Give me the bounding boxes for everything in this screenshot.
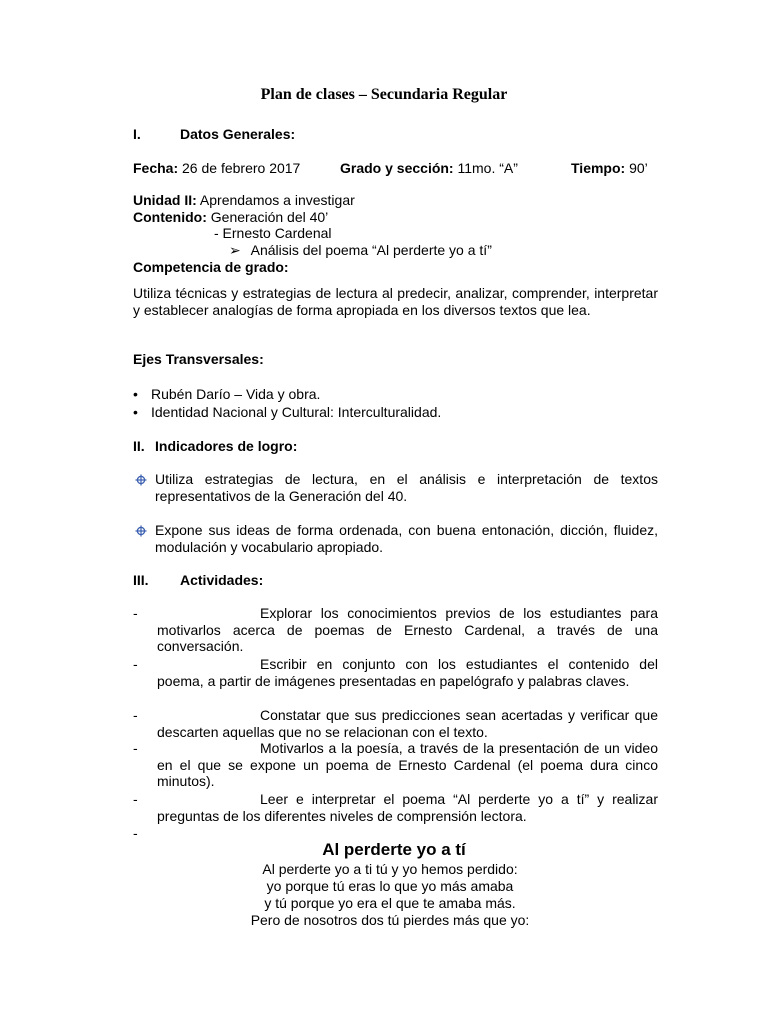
contenido-label: Contenido: bbox=[133, 209, 207, 225]
section-label: Indicadores de logro: bbox=[155, 438, 298, 454]
contenido-row bbox=[133, 209, 328, 226]
actividad-item bbox=[133, 605, 658, 655]
indicador-text: Expone sus ideas de forma ordenada, con buena entonación, dicción, fluidez, modulación y vocabulario apropiado. bbox=[155, 522, 658, 555]
grado-label: Grado y sección: bbox=[340, 160, 454, 176]
section-number: II. bbox=[133, 438, 145, 454]
actividad-text: Constatar que sus predicciones sean acertadas y verificar que descarten aquellas que no se relacionan con el texto. bbox=[157, 707, 658, 740]
actividad-text: Escribir en conjunto con los estudiantes el contenido del poema, a partir de imágenes presentadas en papelógrafo y palabras claves. bbox=[157, 656, 658, 689]
dash-bullet: - bbox=[133, 791, 138, 807]
competencia-label: Competencia de grado: bbox=[133, 259, 289, 275]
actividad-text: Motivarlos a la poesía, a través de la presentación de un video en el que se expone un poema de Ernesto Cardenal (el poema dura cinco minutos). bbox=[157, 740, 658, 789]
crosshair-bullet-icon bbox=[135, 474, 147, 486]
dash-bullet: - bbox=[133, 656, 138, 672]
dash-bullet: - bbox=[133, 740, 138, 756]
grado-value: 11mo. “A” bbox=[457, 160, 518, 176]
ejes-item-text: Rubén Darío – Vida y obra. bbox=[151, 386, 321, 402]
unidad-row bbox=[133, 192, 355, 209]
fecha-label: Fecha: bbox=[133, 160, 179, 176]
actividad-text: Leer e interpretar el poema “Al perderte yo a tí” y realizar preguntas de los diferentes niveles de comprensión lectora. bbox=[157, 791, 658, 824]
poem-body bbox=[0, 861, 768, 929]
tiempo-group bbox=[571, 160, 648, 177]
indicador-item bbox=[133, 471, 658, 505]
poem-line: Pero de nosotros dos tú pierdes más que yo: bbox=[250, 912, 530, 928]
section-number: III. bbox=[133, 572, 149, 588]
unidad-value: Aprendamos a investigar bbox=[199, 192, 355, 208]
section-label: Actividades: bbox=[180, 572, 264, 588]
actividad-item bbox=[133, 740, 658, 790]
section-label: Datos Generales: bbox=[180, 126, 296, 142]
crosshair-bullet-icon bbox=[135, 525, 147, 537]
poem-line: Al perderte yo a ti tú y yo hemos perdido: bbox=[262, 861, 518, 877]
contenido-value: Generación del 40’ bbox=[210, 209, 329, 225]
contenido-sub-author: - Ernesto Cardenal bbox=[214, 225, 332, 241]
actividad-item bbox=[133, 707, 658, 740]
ejes-label: Ejes Transversales: bbox=[133, 351, 264, 367]
section-heading-actividades bbox=[133, 572, 263, 589]
fecha-value: 26 de febrero 2017 bbox=[182, 160, 301, 176]
tiempo-label: Tiempo: bbox=[571, 160, 626, 176]
section-heading-general bbox=[133, 126, 295, 143]
indicador-text: Utiliza estrategias de lectura, en el análisis e interpretación de textos representativos de la Generación del 40. bbox=[155, 471, 658, 504]
contenido-sub-analysis-text: Análisis del poema “Al perderte yo a tí” bbox=[250, 242, 492, 258]
tiempo-value: 90’ bbox=[629, 160, 648, 176]
grado-group bbox=[340, 160, 518, 177]
actividad-item bbox=[133, 656, 658, 689]
actividad-text: Explorar los conocimientos previos de los estudiantes para motivarlos acerca de poemas de Ernesto Cardenal, a través de una conversación. bbox=[157, 605, 658, 654]
indicador-item bbox=[133, 522, 658, 556]
bullet-icon: • bbox=[133, 404, 138, 420]
poem-line: y tú porque yo era el que te amaba más. bbox=[264, 895, 516, 911]
section-number: I. bbox=[133, 126, 141, 142]
contenido-sub-analysis bbox=[229, 242, 492, 259]
ejes-item bbox=[133, 386, 320, 403]
document-title: Plan de clases – Secundaria Regular bbox=[260, 86, 508, 103]
competencia-text: Utiliza técnicas y estrategias de lectura al predecir, analizar, comprender, interpretar y establecer analogías de forma apropiada en los diversos textos que lea. bbox=[133, 285, 658, 318]
arrow-bullet-icon: ➢ bbox=[229, 242, 241, 258]
ejes-item bbox=[133, 404, 441, 421]
general-data-row bbox=[133, 160, 658, 177]
poem-title: Al perderte yo a tí bbox=[322, 840, 466, 859]
ejes-item-text: Identidad Nacional y Cultural: Interculturalidad. bbox=[151, 404, 442, 420]
section-heading-indicadores bbox=[133, 438, 297, 455]
unidad-label: Unidad II: bbox=[133, 192, 197, 208]
dash-bullet: - bbox=[133, 825, 138, 841]
poem-line: yo porque tú eras lo que yo más amaba bbox=[266, 878, 514, 894]
dash-bullet: - bbox=[133, 707, 138, 723]
actividad-item bbox=[133, 791, 658, 824]
dash-bullet: - bbox=[133, 605, 138, 621]
bullet-icon: • bbox=[133, 386, 138, 402]
